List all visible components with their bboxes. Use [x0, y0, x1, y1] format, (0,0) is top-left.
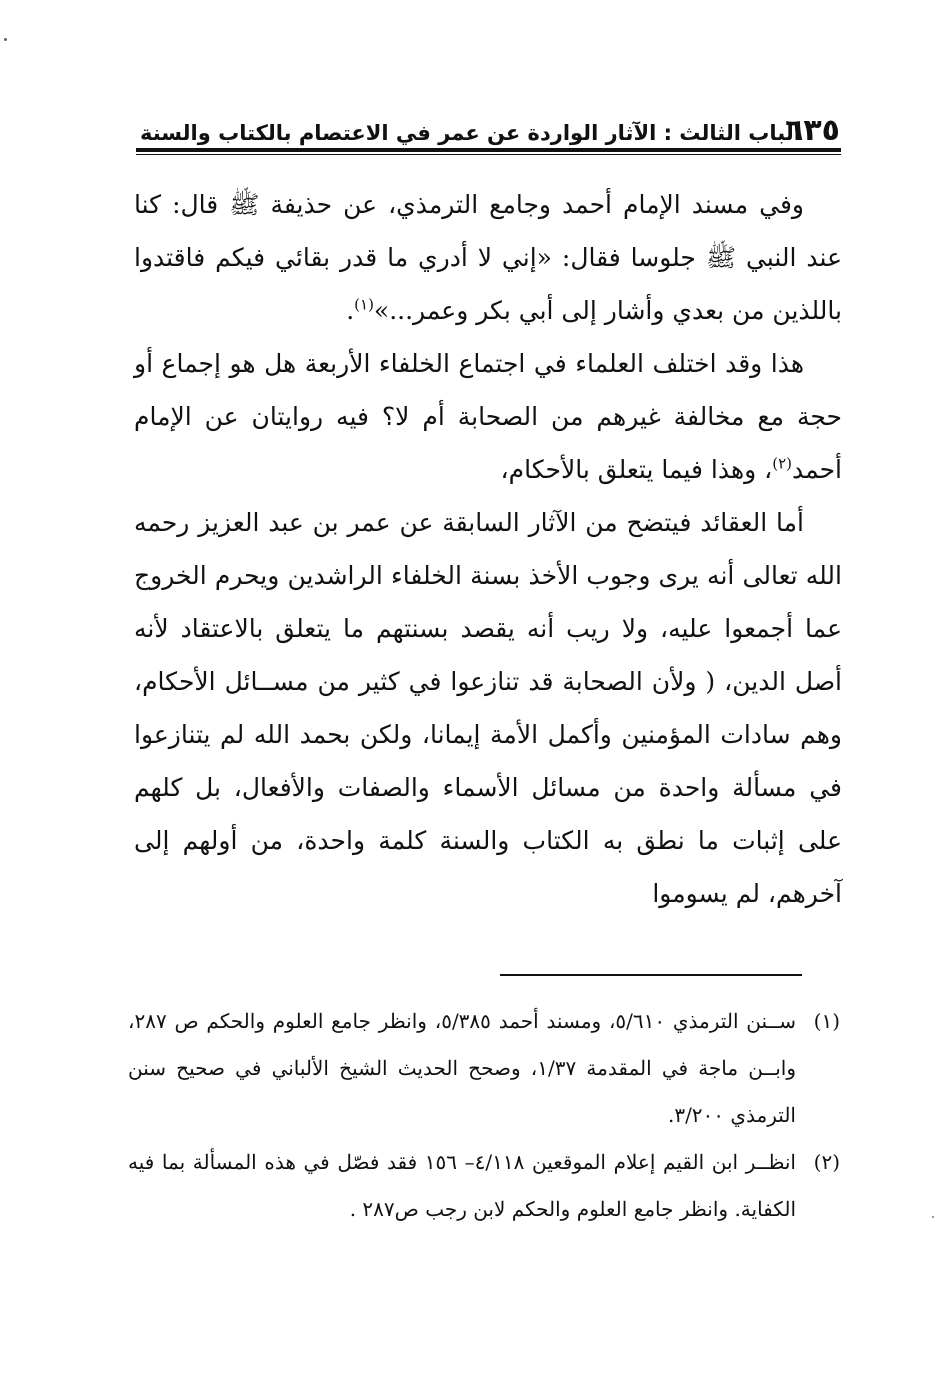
paragraph-1-end: .: [346, 296, 355, 325]
paragraph-3: أما العقائد فيتضح من الآثار السابقة عن عمر بن عبد العزيز رحمه الله تعالى أنه يرى وجوب الأخذ بسنة الخلفاء الراشدين ويحرم الخروج عما أجمعوا عليه، ولا ريب أنه يقصد بسنتهم ما يتعلق بالاعتقاد لأنه أصل الدين، ( ولأن الصحابة قد تنازعوا في كثير من مســائل الأحكام، وهم سادات المؤمنين وأكمل الأمة إيمانا، ولكن بحمد الله لم يتنازعوا في مسألة واحدة من مسائل الأسماء والصفات والأفعال، بل كلهم على إثبات ما نطق به الكتاب والسنة كلمة واحدة، من أولهم إلى آخرهم، لم يسوموا: [134, 508, 842, 908]
footnote-text: ســنن الترمذي ٥/٦١٠، ومسند أحمد ٥/٣٨٥، وانظر جامع العلوم والحكم ص ٢٨٧، وابــن ماجة في المقدمة ١/٣٧، وصحح الحديث الشيخ الألباني في صحيح سنن الترمذي ٣/٢٠٠.: [128, 1009, 796, 1127]
header-rule-thick: [136, 148, 841, 152]
paragraph-1: [134, 178, 842, 337]
footnote-2: [128, 1139, 840, 1233]
running-header: [140, 112, 840, 152]
scan-mark-top: [4, 38, 7, 41]
scan-mark-right: [932, 1216, 934, 1218]
footnote-number: (٢): [813, 1150, 840, 1174]
footnote-ref-2: (٢): [772, 454, 793, 473]
paragraph-2-end: ، وهذا فيما يتعلق بالأحكام،: [500, 455, 773, 484]
main-text: [134, 178, 842, 920]
footnote-1: [128, 998, 840, 1139]
paragraph-2: [134, 337, 842, 496]
footnote-ref-1: (١): [354, 295, 374, 314]
paragraph-2-text: هذا وقد اختلف العلماء في اجتماع الخلفاء الأربعة هل هو إجماع أو حجة مع مخالفة غيرهم من الصحابة أم لا؟ فيه روايتان عن الإمام أحمد: [134, 349, 842, 484]
footnotes: [128, 998, 840, 1233]
footnote-text: انظــر ابن القيم إعلام الموقعين ٤/١١٨– ١٥٦ فقد فصّل في هذه المسألة بما فيه الكفاية. وانظر جامع العلوم والحكم لابن رجب ص٢٨٧ .: [128, 1150, 796, 1221]
page-number: ٦٣٥: [785, 113, 840, 148]
footnote-separator: [500, 974, 802, 976]
header-rule-thin: [136, 154, 841, 155]
paragraph-1-text: وفي مسند الإمام أحمد وجامع الترمذي، عن حذيفة ﷺ قال: كنا عند النبي ﷺ جلوسا فقال: «إني لا أدري ما قدر بقائي فيكم فاقتدوا باللذين من بعدي وأشار إلى أبي بكر وعمر...»: [134, 190, 842, 325]
chapter-title: الباب الثالث : الآثار الواردة عن عمر في الاعتصام بالكتاب والسنة: [140, 121, 801, 145]
footnote-number: (١): [813, 1009, 840, 1033]
